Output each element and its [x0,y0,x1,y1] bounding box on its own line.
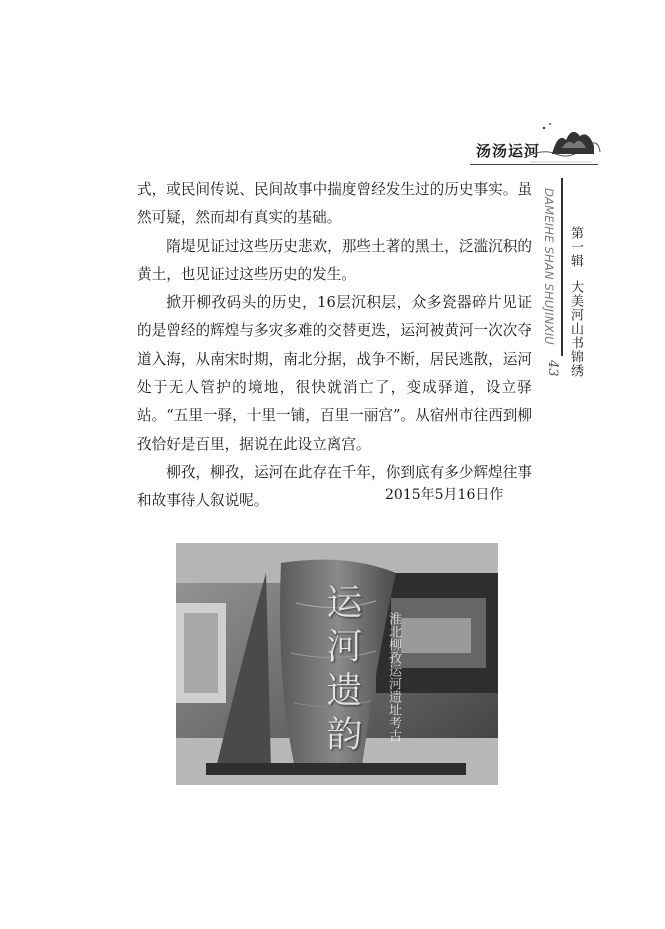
side-chinese-title [567,226,583,378]
header-rule [470,164,598,165]
page-number: 43 [545,360,560,377]
series-label: 第一辑 [568,226,583,268]
running-header-title: 汤汤运河 [476,142,541,160]
sculpture-inscription: 运河遗韵 [321,583,362,759]
side-english-title: DAMEIHE SHAN SHUJINXIU [542,188,556,345]
paragraph: 隋堤见证过这些历史悲欢，那些土著的黑土，泛滥沉积的黄土，也见证过这些历史的发生。 [137,237,532,283]
date-signature: 2015年5月16日作 [385,487,504,503]
sculpture-subinscription: 淮北柳孜运河遗址考古 [386,612,401,742]
book-title: 大美河山书锦绣 [568,280,583,378]
body-text [137,176,532,516]
landscape-ink-icon [522,118,602,164]
side-rule [561,178,563,356]
paragraph: 掀开柳孜码头的历史，16层沉积层，众多瓷器碎片见证的是曾经的辉煌与多灾多难的交替更迭，运河被黄河一次次夺道入海，从南宋时期，南北分据，战争不断，居民逃散，运河处于无人管护的境地，很快就消亡了，变成驿道，设立驿站。“五里一驿，十里一铺，百里一丽宫”。从宿州市往西到柳孜恰好是百里，据说在此设立离宫。 [137,294,532,453]
paragraph: 式，或民间传说、民间故事中揣度曾经发生过的历史事实。虽然可疑，然而却有真实的基础。 [137,181,532,227]
paragraph: 柳孜，柳孜，运河在此存在千年，你到底有多少辉煌往事和故事待人叙说呢。 [137,463,532,510]
